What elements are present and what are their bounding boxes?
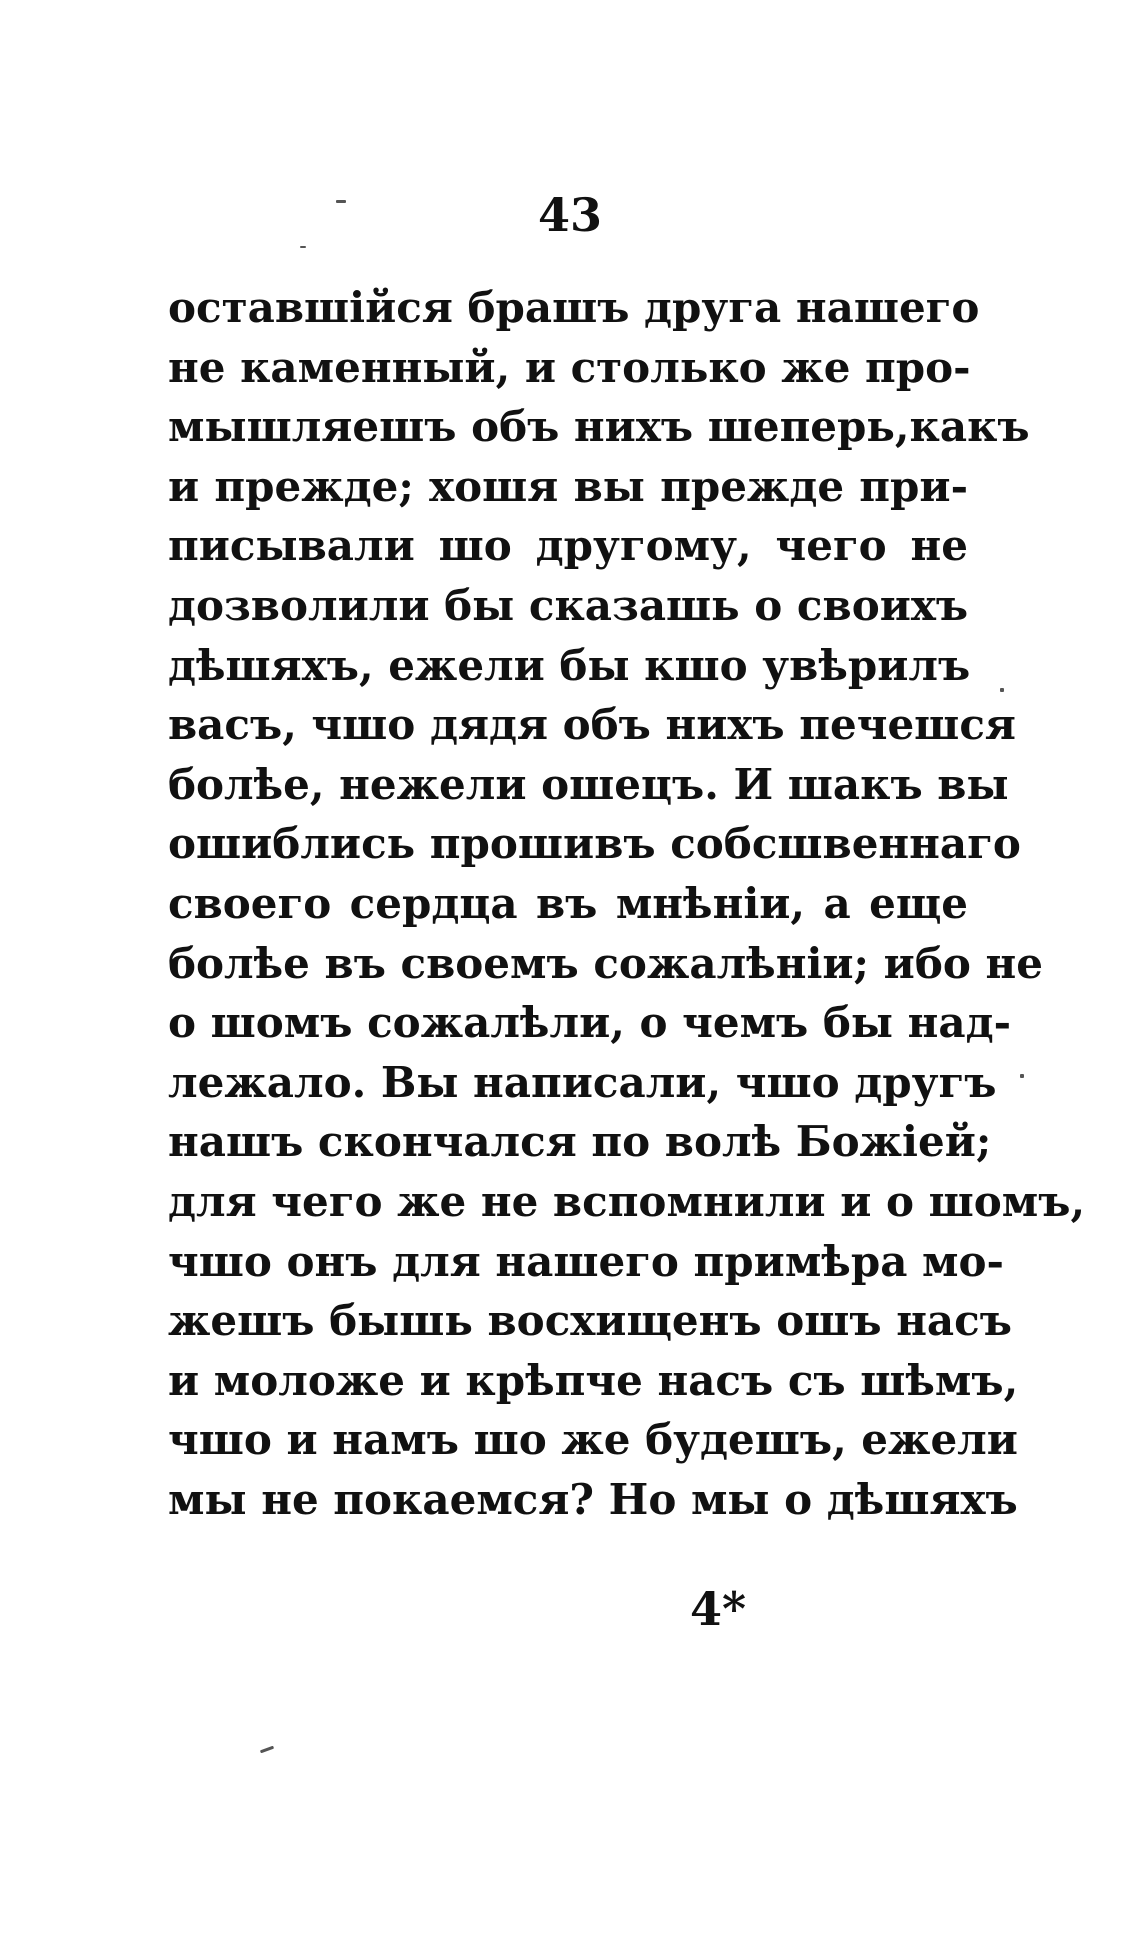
text-line: и прежде; хошя вы прежде при- bbox=[168, 461, 968, 511]
text-line: для чего же не вспомнили и о шомъ, bbox=[168, 1176, 1086, 1226]
text-line: нашъ скончался по волѣ Божіей; bbox=[168, 1117, 992, 1167]
text-line: мышляешъ объ нихъ шеперь,какъ bbox=[168, 402, 1030, 452]
printer-signature-mark: 4* bbox=[690, 1582, 747, 1636]
text-line: васъ, чшо дядя объ нихъ печешся bbox=[168, 700, 1016, 750]
text-line: чшо онъ для нашего примѣра мо- bbox=[168, 1236, 1004, 1286]
text-line: и моложе и крѣпче насъ съ шѣмъ, bbox=[168, 1355, 1019, 1405]
print-speck bbox=[1020, 1074, 1024, 1078]
text-line: болѣе, нежели ошецъ. И шакъ вы bbox=[168, 759, 1009, 809]
print-speck bbox=[1000, 688, 1004, 692]
print-speck bbox=[260, 1746, 274, 1754]
text-line: болѣе въ своемъ сожалѣніи; ибо не bbox=[168, 938, 1043, 988]
text-line: лежало. Вы написали, чшо другъ bbox=[168, 1057, 997, 1107]
print-speck bbox=[336, 200, 346, 203]
text-line: писывали шо другому, чего не bbox=[168, 521, 968, 571]
print-speck bbox=[300, 246, 306, 248]
page-number: 43 bbox=[537, 188, 602, 242]
text-line: чшо и намъ шо же будешъ, ежели bbox=[168, 1415, 1018, 1465]
text-line: о шомъ сожалѣли, о чемъ бы над- bbox=[168, 998, 1012, 1048]
text-line: не каменный, и столько же про- bbox=[168, 342, 971, 392]
text-line: мы не покаемся? Но мы о дѣшяхъ bbox=[168, 1474, 1018, 1524]
text-line: своего сердца въ мнѣніи, а еще bbox=[168, 878, 968, 928]
text-line: дѣшяхъ, ежели бы кшо увѣрилъ bbox=[168, 640, 971, 690]
text-line: ошиблись прошивъ собсшвеннаго bbox=[168, 819, 1021, 869]
text-line: жешъ бышь восхищенъ ошъ насъ bbox=[168, 1296, 1012, 1346]
text-line: оставшійся брашъ друга нашего bbox=[168, 283, 980, 332]
body-text bbox=[168, 278, 1086, 1529]
text-line: дозволили бы сказашь о своихъ bbox=[168, 580, 969, 630]
